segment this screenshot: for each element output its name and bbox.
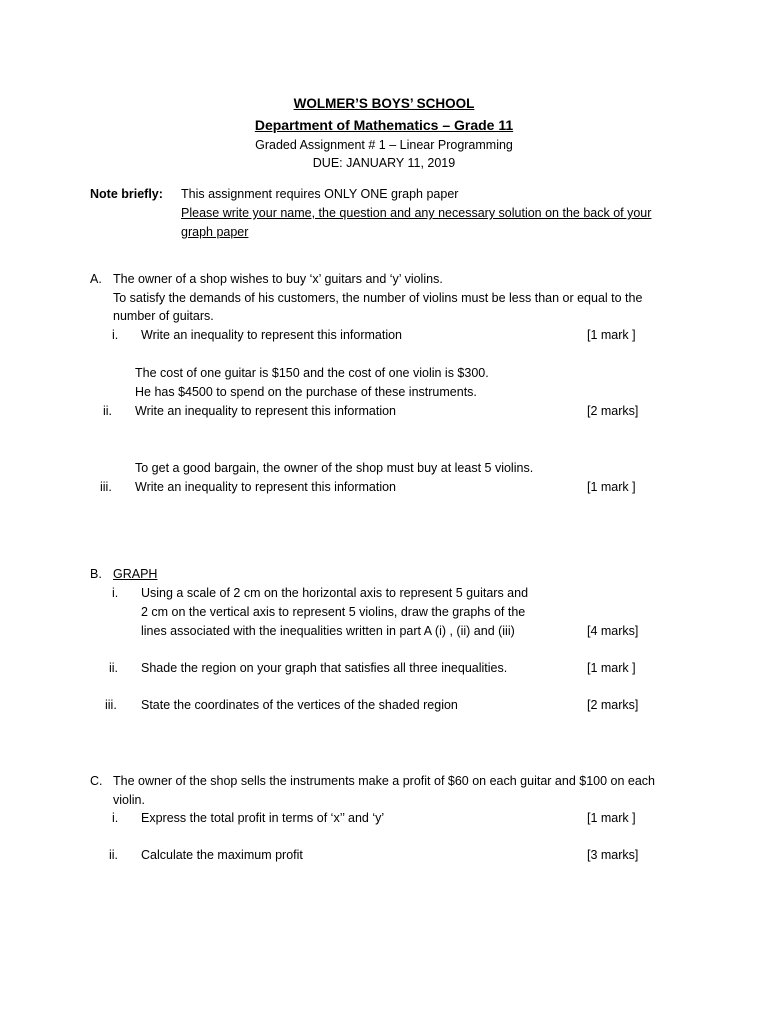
question-marks: [3 marks] <box>587 848 639 862</box>
question-number: i. <box>112 811 119 825</box>
section-a-letter: A. <box>90 272 102 286</box>
question-text: 2 cm on the vertical axis to represent 5 violins, draw the graphs of the <box>141 605 526 619</box>
section-a-intro: number of guitars. <box>113 309 214 323</box>
question-info: To get a good bargain, the owner of the shop must buy at least 5 violins. <box>135 461 534 475</box>
question-number: iii. <box>105 698 117 712</box>
school-name: WOLMER’S BOYS’ SCHOOL <box>293 96 475 111</box>
question-number: ii. <box>103 404 113 418</box>
assignment-title: Graded Assignment # 1 – Linear Programming <box>255 138 513 152</box>
section-c-intro: violin. <box>113 793 145 807</box>
question-marks: [1 mark ] <box>587 480 636 494</box>
question-text: Calculate the maximum profit <box>141 848 303 862</box>
note-label: Note briefly: <box>90 187 163 201</box>
question-marks: [1 mark ] <box>587 811 636 825</box>
question-text: lines associated with the inequalities written in part A (i) , (ii) and (iii) <box>141 624 515 638</box>
question-marks: [4 marks] <box>587 624 639 638</box>
question-text: Using a scale of 2 cm on the horizontal axis to represent 5 guitars and <box>141 586 529 600</box>
question-marks: [2 marks] <box>587 698 639 712</box>
note-line-1: This assignment requires ONLY ONE graph paper <box>181 187 459 201</box>
question-marks: [2 marks] <box>587 404 639 418</box>
section-c-intro: The owner of the shop sells the instruments make a profit of $60 on each guitar and $100 on each <box>113 774 656 788</box>
question-text: Express the total profit in terms of ‘x’’ and ‘y’ <box>141 811 385 825</box>
due-date: DUE: JANUARY 11, 2019 <box>312 156 456 170</box>
section-c-letter: C. <box>90 774 103 788</box>
question-marks: [1 mark ] <box>587 328 636 342</box>
section-b-title: GRAPH <box>113 567 158 581</box>
department-title: Department of Mathematics – Grade 11 <box>254 117 514 133</box>
question-text: Shade the region on your graph that satisfies all three inequalities. <box>141 661 508 675</box>
question-number: ii. <box>109 661 119 675</box>
question-info: The cost of one guitar is $150 and the cost of one violin is $300. <box>135 366 489 380</box>
question-marks: [1 mark ] <box>587 661 636 675</box>
question-text: State the coordinates of the vertices of the shaded region <box>141 698 458 712</box>
question-text: Write an inequality to represent this information <box>135 480 397 494</box>
question-info: He has $4500 to spend on the purchase of these instruments. <box>135 385 477 399</box>
section-a-intro: The owner of a shop wishes to buy ‘x’ guitars and ‘y’ violins. <box>113 272 443 286</box>
question-number: i. <box>112 328 119 342</box>
section-b-letter: B. <box>90 567 102 581</box>
note-line-3: graph paper <box>181 225 249 239</box>
question-number: ii. <box>109 848 119 862</box>
note-line-2: Please write your name, the question and any necessary solution on the back of your <box>181 206 652 220</box>
section-a-intro: To satisfy the demands of his customers, the number of violins must be less than or equal to the <box>113 291 643 305</box>
question-number: i. <box>112 586 119 600</box>
question-text: Write an inequality to represent this information <box>141 328 403 342</box>
question-text: Write an inequality to represent this information <box>135 404 397 418</box>
question-number: iii. <box>100 480 112 494</box>
